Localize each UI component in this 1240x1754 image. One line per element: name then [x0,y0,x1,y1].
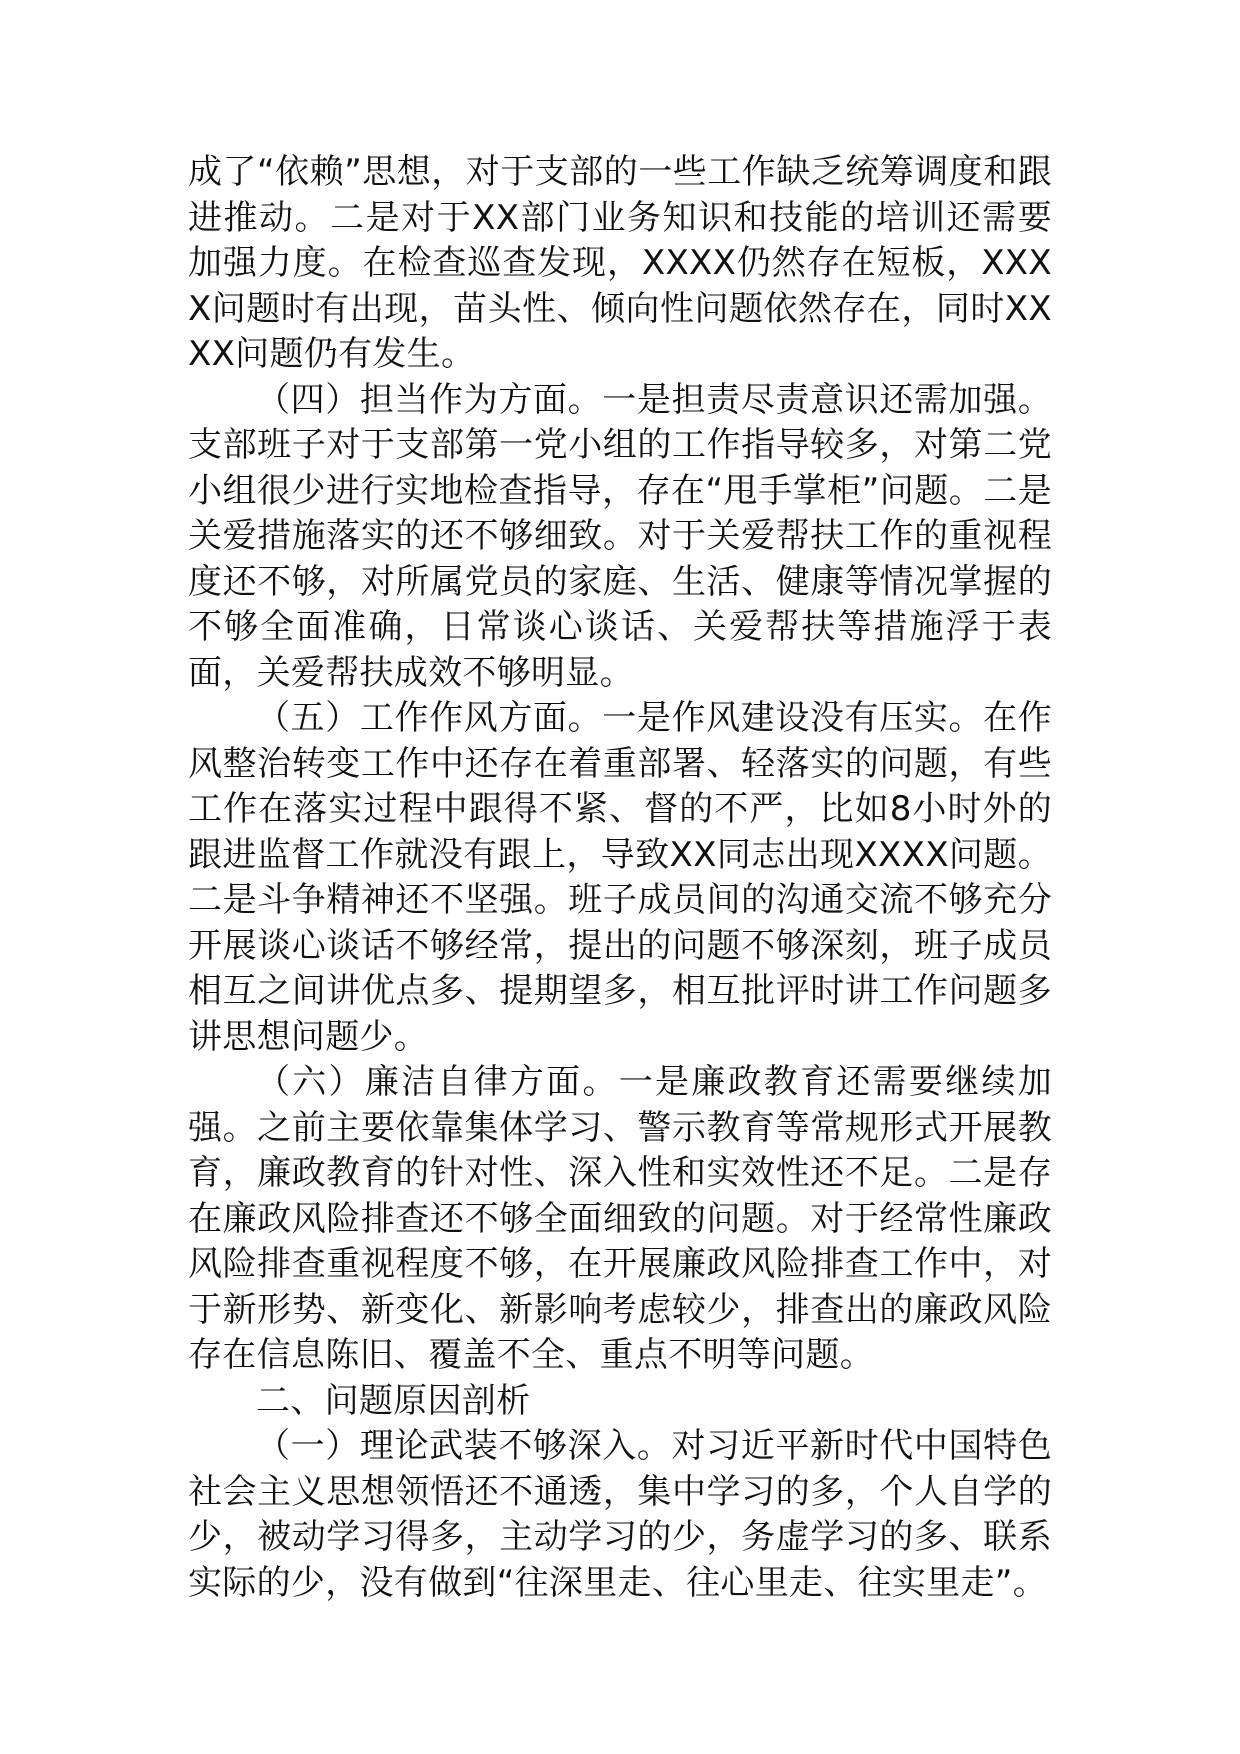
paragraph-section-five-work-style: （五）工作作风方面。一是作风建设没有压实。在作风整治转变工作中还存在着重部署、轻落实的问题，有些工作在落实过程中跟得不紧、督的不严，比如8小时外的跟进监督工作就没有跟上，导致XX同志出现XXXX问题。二是斗争精神还不坚强。班子成员间的沟通交流不够充分开展谈心谈话不够经常，提出的问题不够深刻，班子成员相互之间讲优点多、提期望多，相互批评时讲工作问题多讲思想问题少。 [188,698,1052,1057]
paragraph-section-six-integrity: （六）廉洁自律方面。一是廉政教育还需要继续加强。之前主要依靠集体学习、警示教育等常规形式开展教育，廉政教育的针对性、深入性和实效性还不足。二是存在廉政风险排查还不够全面细致的问题。对于经常性廉政风险排查重视程度不够，在开展廉政风险排查工作中，对于新形势、新变化、新影响考虑较少，排查出的廉政风险存在信息陈旧、覆盖不全、重点不明等问题。 [188,1062,1052,1375]
paragraph-continuation: 成了“依赖”思想，对于支部的一些工作缺乏统筹调度和跟进推动。二是对于XX部门业务知识和技能的培训还需要加强力度。在检查巡查发现，XXXX仍然存在短板，XXXX问题时有出现，苗头性、倾向性问题依然存在，同时XXXX问题仍有发生。 [188,152,1052,374]
document-body [188,150,1052,1606]
paragraph-cause-one-theory: （一）理论武装不够深入。对习近平新时代中国特色社会主义思想领悟还不通透，集中学习的多，个人自学的少，被动学习得多，主动学习的少，务虚学习的多、联系实际的少，没有做到“往深里走、往心里走、往实里走”。 [188,1426,1052,1603]
section-heading-cause-analysis: 二、问题原因剖析 [256,1380,531,1421]
paragraph-section-four-responsibility: （四）担当作为方面。一是担责尽责意识还需加强。支部班子对于支部第一党小组的工作指导较多，对第二党小组很少进行实地检查指导，存在“甩手掌柜”问题。二是关爱措施落实的还不够细致。对于关爱帮扶工作的重视程度还不够，对所属党员的家庭、生活、健康等情况掌握的不够全面准确，日常谈心谈话、关爱帮扶等措施浮于表面，关爱帮扶成效不够明显。 [188,379,1052,693]
